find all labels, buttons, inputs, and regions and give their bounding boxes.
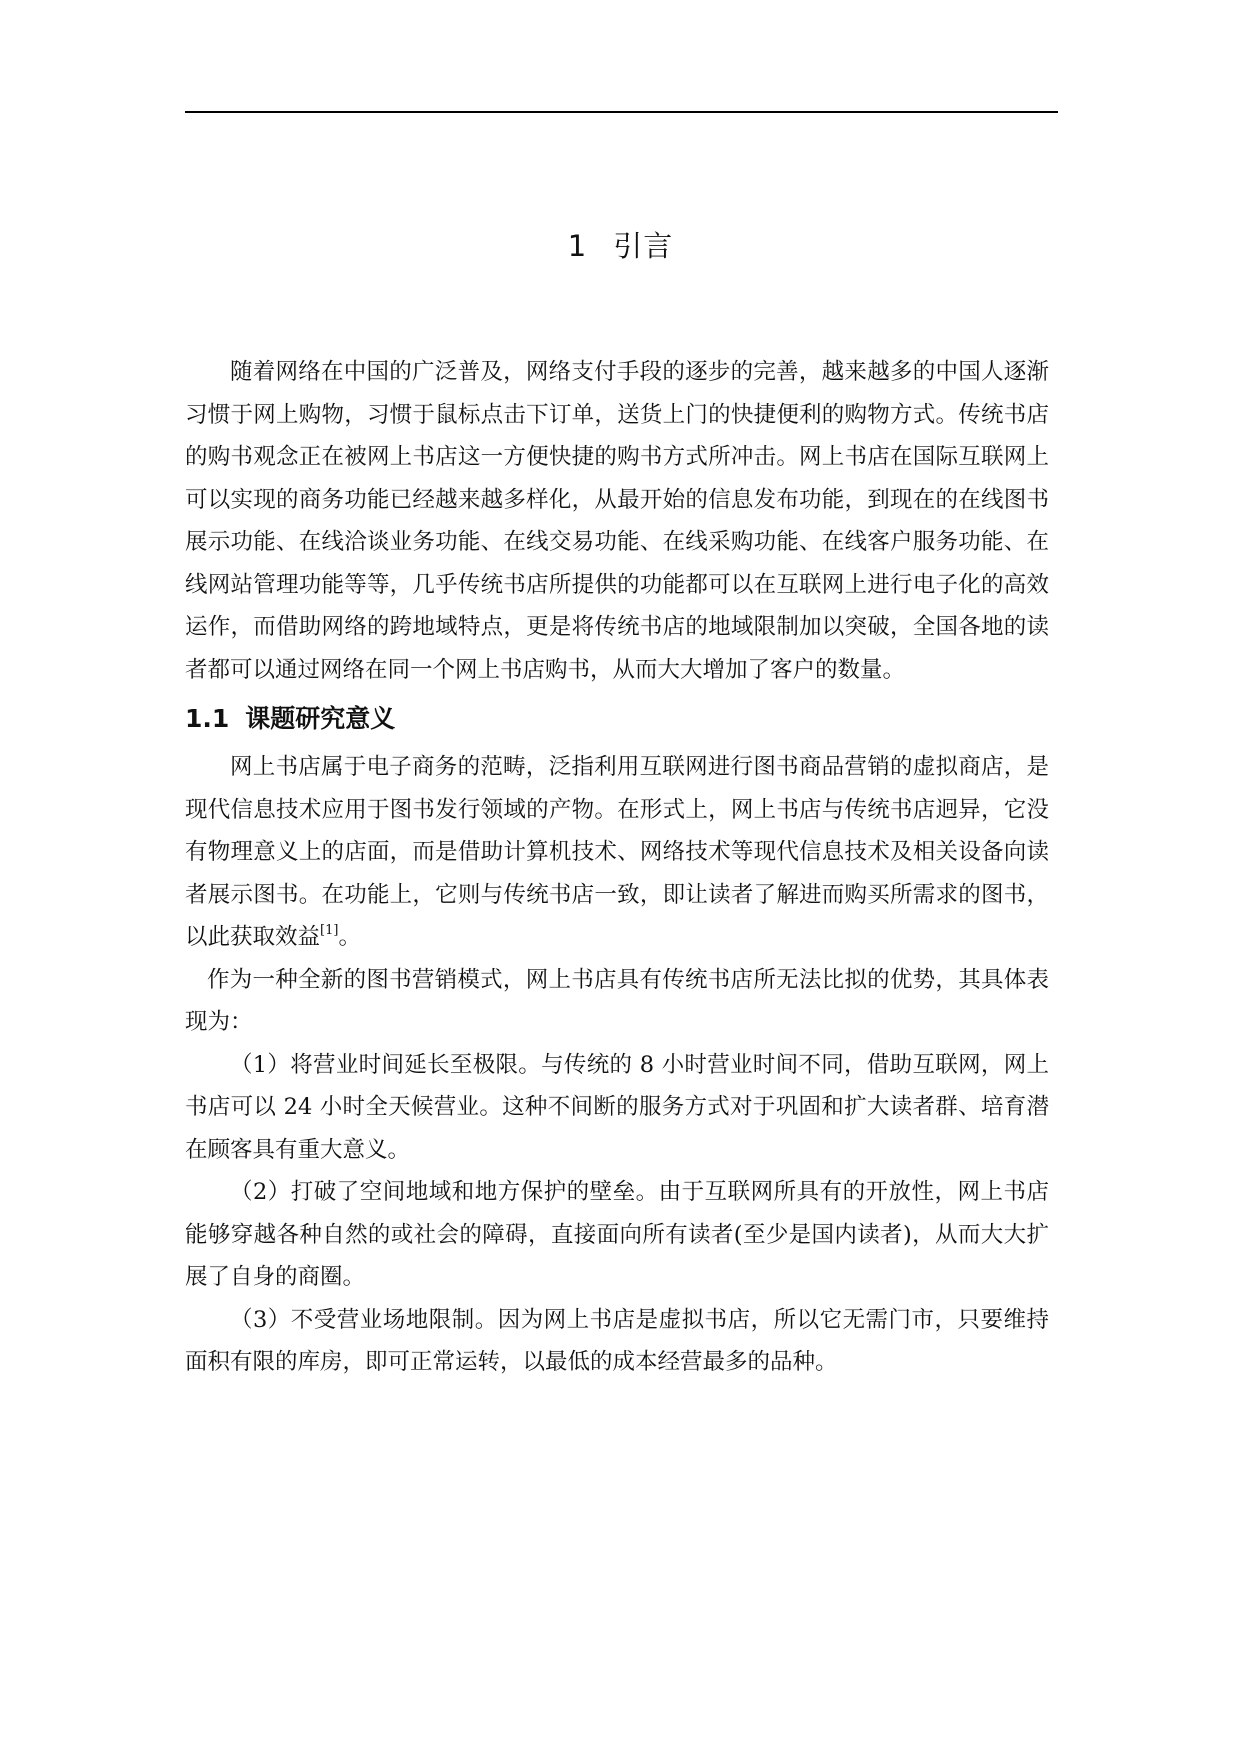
section-paragraph-2: 作为一种全新的图书营销模式，网上书店具有传统书店所无法比拟的优势，其具体表现为： [185,966,1049,1035]
list-item-point-1: （1）将营业时间延长至极限。与传统的 8 小时营业时间不同，借助互联网，网上书店可以 24 小时全天候营业。这种不间断的服务方式对于巩固和扩大读者群、培育潜在顾客具有重大意义。 [185,1051,1049,1163]
section-number: 1.1 [185,704,230,733]
list-item-point-2: （2）打破了空间地域和地方保护的壁垒。由于互联网所具有的开放性，网上书店能够穿越各种自然的或社会的障碍，直接面向所有读者(至少是国内读者)，从而大大扩展了自身的商圈。 [185,1179,1049,1290]
chapter-title-text: 引言 [613,229,674,263]
chapter-number: 1 [567,229,588,263]
chapter-title [0,226,1241,266]
section-paragraph-1-end: 。 [338,924,361,950]
document-body [185,351,1049,1384]
section-title: 课题研究意义 [245,704,396,733]
list-item-point-3: （3）不受营业场地限制。因为网上书店是虚拟书店，所以它无需门市，只要维持面积有限的库房，即可正常运转，以最低的成本经营最多的品种。 [185,1306,1049,1375]
intro-paragraph: 随着网络在中国的广泛普及，网络支付手段的逐步的完善，越来越多的中国人逐渐习惯于网上购物，习惯于鼠标点击下订单，送货上门的快捷便利的购物方式。传统书店的购书观念正在被网上书店这一方便快捷的购书方式所冲击。网上书店在国际互联网上可以实现的商务功能已经越来越多样化，从最开始的信息发布功能，到现在的在线图书展示功能、在线洽谈业务功能、在线交易功能、在线采购功能、在线客户服务功能、在线网站管理功能等等，几乎传统书店所提供的功能都可以在互联网上进行电子化的高效运作，而借助网络的跨地域特点，更是将传统书店的地域限制加以突破，全国各地的读者都可以通过网络在同一个网上书店购书，从而大大增加了客户的数量。 [185,359,1049,683]
section-paragraph-1 [185,746,1049,959]
citation-reference: [1] [320,923,339,938]
section-heading [185,691,1049,746]
section-paragraph-1-text: 网上书店属于电子商务的范畴，泛指利用互联网进行图书商品营销的虚拟商店，是现代信息技术应用于图书发行领域的产物。在形式上，网上书店与传统书店迥异，它没有物理意义上的店面，而是借助计算机技术、网络技术等现代信息技术及相关设备向读者展示图书。在功能上，它则与传统书店一致，即让读者了解进而购买所需求的图书，以此获取效益 [185,754,1049,950]
header-rule [185,111,1058,113]
